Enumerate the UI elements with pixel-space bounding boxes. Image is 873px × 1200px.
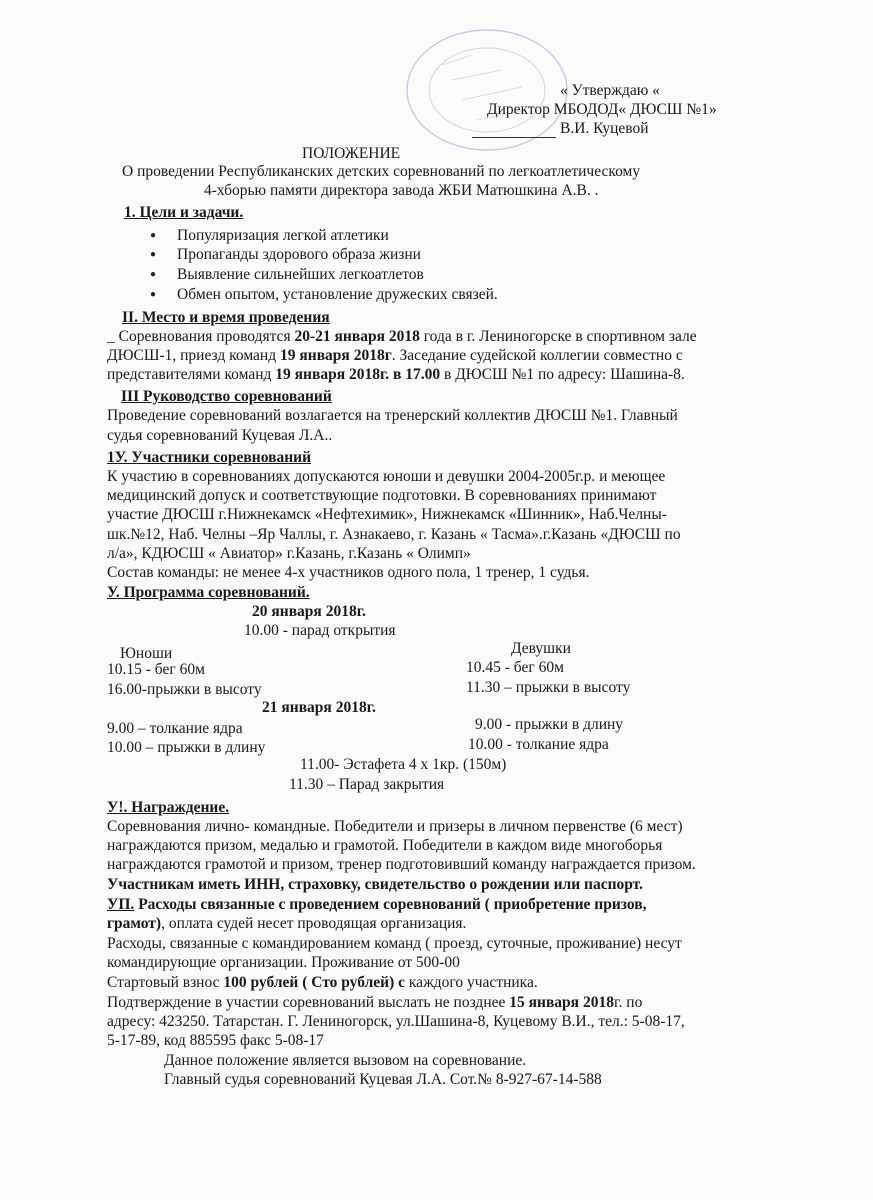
closing-parade: 11.30 – Парад закрытия — [289, 776, 445, 793]
relay-event: 11.00- Эстафета 4 х 1кр. (150м) — [300, 756, 507, 773]
title-line-2: 4-хборью памяти директора завода ЖБИ Матюшкина А.В. . — [204, 182, 599, 199]
section-2-heading: II. Место и время проведения — [122, 309, 330, 326]
section-6-line: награждаются грамотой и призом, тренер подготовивший команду награждается призом. — [107, 856, 696, 873]
section-7-line-3: Расходы, связанные с командированием команд ( проезд, суточные, проживание) несут — [107, 935, 682, 952]
girls-heading: Девушки — [511, 640, 571, 657]
boys-event: 9.00 – толкание ядра — [107, 720, 243, 737]
section-7-line-4: командирующие организации. Проживание от 500-00 — [107, 954, 460, 971]
entry-fee: Стартовый взнос 100 рублей ( Сто рублей) с каждого участника. — [107, 974, 538, 991]
section-5-heading: У. Программа соревнований. — [107, 584, 310, 601]
stamp-seal-icon — [402, 25, 572, 155]
documents-requirement: Участникам иметь ИНН, страховку, свидетельство о рождении или паспорт. — [107, 876, 643, 893]
boys-heading: Юноши — [120, 645, 173, 662]
goal-item: ● Выявление сильнейших легкоатлетов — [177, 266, 424, 284]
page-title: ПОЛОЖЕНИЕ — [302, 145, 401, 162]
section-3-heading: III Руководство соревнований — [121, 388, 332, 405]
girls-event: 11.30 – прыжки в высоту — [466, 679, 631, 696]
section-6-heading: У!. Награждение. — [107, 799, 230, 816]
invitation-note: Данное положение является вызовом на соревнование. — [164, 1052, 527, 1069]
confirmation-deadline: Подтверждение в участии соревнований выслать не позднее 15 января 2018г. по — [107, 994, 643, 1011]
signature-line — [472, 137, 556, 138]
girls-event: 10.45 - бег 60м — [466, 659, 564, 676]
section-4-line: медицинский допуск и соответствующие подготовки. В соревнованиях принимают — [107, 487, 657, 504]
section-4-line: Состав команды: не менее 4-х участников одного пола, 1 тренер, 1 судья. — [107, 564, 590, 581]
section-4-line: К участию в соревнованиях допускаются юноши и девушки 2004-2005г.р. и меющее — [107, 468, 666, 485]
section-4-line: участие ДЮСШ г.Нижнекамск «Нефтехимик», Нижнекамск «Шинник», Наб.Челны- — [107, 506, 667, 523]
approve-label: « Утверждаю « — [560, 82, 660, 99]
address-line-2: 5-17-89, код 885595 факс 5-08-17 — [107, 1032, 324, 1049]
section-2-line-1: _ Соревнования проводятся 20-21 января 2018 года в г. Лениногорске в спортивном зале — [107, 328, 697, 345]
title-line-1: О проведении Республиканских детских соревнований по легкоатлетическому — [122, 163, 641, 180]
chief-judge-contact: Главный судья соревнований Куцевая Л.А. Сот.№ 8-927-67-14-588 — [164, 1071, 602, 1088]
section-6-line: Соревнования лично- командные. Победители и призеры в личном первенстве (6 мест) — [107, 818, 683, 835]
section-6-line: награждаются призом, медалью и грамотой. Победители в каждом виде многоборья — [107, 837, 663, 854]
section-2-line-2: ДЮСШ-1, приезд команд 19 января 2018г. Заседание судейской коллегии совместно с — [107, 347, 683, 364]
section-2-line-3: представителями команд 19 января 2018г. в 17.00 в ДЮСШ №1 по адресу: Шашина-8. — [107, 366, 685, 383]
signature-name: В.И. Куцевой — [560, 120, 649, 137]
boys-event: 10.15 - бег 60м — [107, 661, 205, 678]
goal-item: ● Обмен опытом, установление дружеских связей. — [177, 286, 498, 304]
day-2-date: 21 января 2018г. — [262, 699, 376, 716]
director-title: Директор МБОДОД« ДЮСШ №1» — [487, 101, 717, 118]
girls-event: 10.00 - толкание ядра — [468, 736, 609, 753]
day-1-date: 20 января 2018г. — [252, 603, 366, 620]
girls-event: 9.00 - прыжки в длину — [475, 716, 624, 733]
section-4-line: шк.№12, Наб. Челны –Яр Чаллы, г. Азнакаево, г. Казань « Тасма».г.Казань «ДЮСШ по — [107, 526, 681, 543]
boys-event: 16.00-прыжки в высоту — [107, 681, 262, 698]
section-7-heading: УП. Расходы связанные с проведением соревнований ( приобретение призов, — [107, 896, 647, 913]
section-4-heading: 1У. Участники соревнований — [107, 449, 312, 466]
section-3-line-2: судья соревнований Куцевая Л.А.. — [107, 427, 333, 444]
boys-event: 10.00 – прыжки в длину — [107, 739, 266, 756]
goal-item: ● Пропаганды здорового образа жизни — [177, 246, 421, 264]
section-3-line-1: Проведение соревнований возлагается на тренерский коллектив ДЮСШ №1. Главный — [107, 407, 678, 424]
goal-item: ● Популяризация легкой атлетики — [177, 227, 389, 245]
opening-parade: 10.00 - парад открытия — [244, 622, 396, 639]
address-line-1: адресу: 423250. Татарстан. Г. Лениногорск, ул.Шашина-8, Куцевому В.И., тел.: 5-08-17, — [107, 1013, 685, 1030]
section-4-line: л/а», КДЮСШ « Авиатор» г.Казань, г.Казань « Олимп» — [107, 545, 471, 562]
section-7-line-2: грамот), оплата судей несет проводящая организация. — [107, 915, 467, 932]
section-1-heading: 1. Цели и задачи. — [124, 204, 244, 221]
